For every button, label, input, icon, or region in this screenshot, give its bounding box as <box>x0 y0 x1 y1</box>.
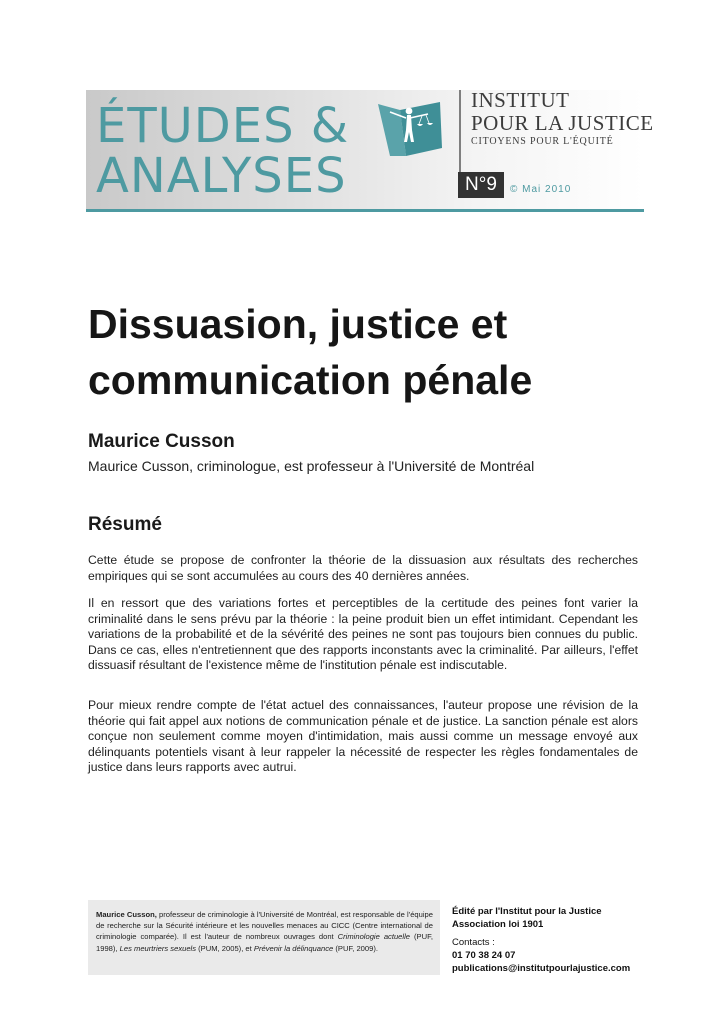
justice-scales-figure-icon <box>376 100 444 156</box>
bio-author-name: Maurice Cusson, <box>96 910 157 919</box>
author-affiliation: Maurice Cusson, criminologue, est professeur à l'Université de Montréal <box>88 458 535 474</box>
summary-heading: Résumé <box>88 514 162 535</box>
series-title-line1: ÉTUDES & <box>96 98 350 154</box>
contact-email[interactable]: publications@institutpourlajustice.com <box>452 963 631 974</box>
institute-name-line1: INSTITUT <box>471 88 570 112</box>
publisher-edited-by: Édité par l'Institut pour la Justice <box>452 906 602 917</box>
issue-date: © Mai 2010 <box>510 184 572 195</box>
summary-paragraph-1: Cette étude se propose de confronter la théorie de la dissuasion aux résultats des recherches empiriques qui se sont accumulées au cours des 40 dernières années. <box>88 553 638 583</box>
document-title: Dissuasion, justice et communication pénale <box>88 301 533 403</box>
contact-phone: 01 70 38 24 07 <box>452 950 516 961</box>
contacts-label: Contacts : <box>452 937 495 948</box>
bio-text-2: (PUF, 1998), <box>96 932 433 953</box>
author-bio-box <box>88 900 440 975</box>
summary-paragraph-2: Il en ressort que des variations fortes et perceptibles de la certitude des peines font varier la criminalité dans le sens prévu par la théorie : la peine produit bien un effet intimidant. Cependant les variations de la probabilité et de la sévérité des peines ne sont pas toujours bien connues du public. Dans ce cas, elles n'entretiennent que des rapports inconstants avec la criminalité. Par ailleurs, l'effet dissuasif résultant de l'existence même de l'institution pénale est indiscutable. <box>88 596 638 672</box>
institute-name-line2: POUR LA JUSTICE <box>471 111 654 135</box>
institute-tagline: CITOYENS POUR L'ÉQUITÉ <box>471 136 614 147</box>
publisher-association: Association loi 1901 <box>452 919 544 930</box>
series-title-line2: ANALYSES <box>96 148 347 204</box>
header-vertical-separator <box>459 90 461 175</box>
bio-book-3: Prévenir la délinquance <box>253 943 334 953</box>
publisher-info <box>452 905 630 975</box>
issue-number-badge: N°9 <box>458 172 504 198</box>
author-bio-text <box>96 909 433 954</box>
bio-book-1: Criminologie actuelle <box>337 932 411 942</box>
bio-text-4: (PUF, 2009). <box>333 943 378 953</box>
bio-text-3: (PUM, 2005), et <box>196 943 254 953</box>
bio-book-2: Les meurtriers sexuels <box>119 943 197 953</box>
header-divider <box>86 209 644 212</box>
author-name: Maurice Cusson <box>88 431 235 452</box>
summary-paragraph-3: Pour mieux rendre compte de l'état actuel des connaissances, l'auteur propose une révision de la théorie qui fait appel aux notions de communication pénale et de justice. La sanction pénale est alors conçue non seulement comme moyen d'intimidation, mais aussi comme un message envoyé aux délinquants potentiels visant à leur rappeler la nécessité de respecter les règles fondamentales de justice dans leurs rapports avec autrui. <box>88 698 638 774</box>
bio-text-1: professeur de criminologie à l'Université de Montréal, est responsable de l'équipe de recherche sur la Sécurité intérieure et les nouvelles menaces au CICC (Centre international de criminologie comparée). Il est l'auteur de nombreux ouvrages dont <box>96 910 433 942</box>
